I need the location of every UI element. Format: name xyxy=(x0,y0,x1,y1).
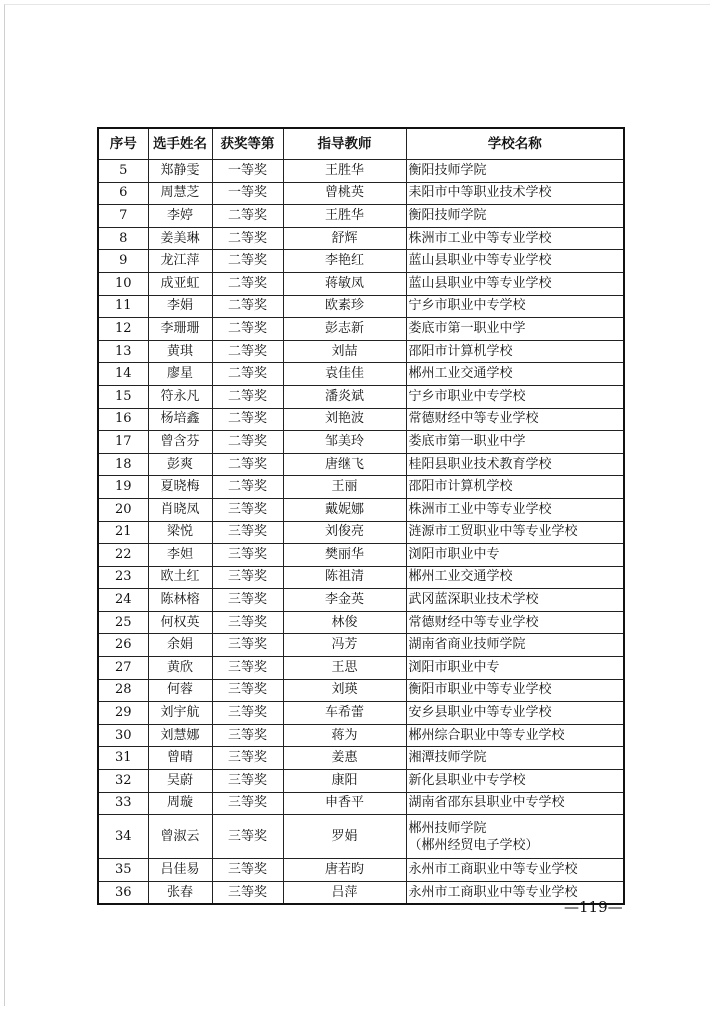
cell-index: 17 xyxy=(98,431,148,454)
cell-award: 三等奖 xyxy=(212,521,283,544)
table-row xyxy=(98,295,624,318)
cell-teacher: 姜惠 xyxy=(283,747,406,770)
cell-name: 彭爽 xyxy=(148,453,212,476)
cell-name: 陈林榕 xyxy=(148,589,212,612)
cell-award: 二等奖 xyxy=(212,250,283,273)
header-award: 获奖等第 xyxy=(212,128,283,160)
cell-award: 三等奖 xyxy=(212,498,283,521)
cell-award: 三等奖 xyxy=(212,881,283,904)
table-row xyxy=(98,160,624,183)
cell-name: 李珊珊 xyxy=(148,318,212,341)
cell-index: 18 xyxy=(98,453,148,476)
cell-school: 桂阳县职业技术教育学校 xyxy=(406,453,624,476)
cell-name: 欧土红 xyxy=(148,566,212,589)
table-row xyxy=(98,770,624,793)
cell-award: 二等奖 xyxy=(212,476,283,499)
cell-name: 张春 xyxy=(148,881,212,904)
cell-teacher: 林俊 xyxy=(283,611,406,634)
cell-name: 何蓉 xyxy=(148,679,212,702)
cell-school: 湖南省商业技师学院 xyxy=(406,634,624,657)
cell-award: 三等奖 xyxy=(212,815,283,859)
cell-award: 二等奖 xyxy=(212,340,283,363)
cell-teacher: 王丽 xyxy=(283,476,406,499)
cell-index: 5 xyxy=(98,160,148,183)
header-index: 序号 xyxy=(98,128,148,160)
table-row xyxy=(98,859,624,882)
cell-award: 二等奖 xyxy=(212,295,283,318)
cell-school-line1: 郴州技师学院 xyxy=(408,820,487,836)
cell-school: 株洲市工业中等专业学校 xyxy=(406,227,624,250)
table-row xyxy=(98,702,624,725)
cell-award: 一等奖 xyxy=(212,160,283,183)
cell-teacher: 蒋为 xyxy=(283,724,406,747)
cell-teacher: 冯芳 xyxy=(283,634,406,657)
cell-teacher: 申香平 xyxy=(283,792,406,815)
table-row xyxy=(98,724,624,747)
cell-name: 周璇 xyxy=(148,792,212,815)
cell-school: 衡阳技师学院 xyxy=(406,205,624,228)
header-school: 学校名称 xyxy=(406,128,624,160)
cell-teacher: 王胜华 xyxy=(283,205,406,228)
cell-teacher: 陈祖清 xyxy=(283,566,406,589)
table-row xyxy=(98,747,624,770)
cell-index: 25 xyxy=(98,611,148,634)
cell-award: 三等奖 xyxy=(212,566,283,589)
table-row xyxy=(98,792,624,815)
table-row xyxy=(98,566,624,589)
page-number: —119— xyxy=(564,898,623,916)
cell-index: 13 xyxy=(98,340,148,363)
table-row xyxy=(98,250,624,273)
cell-index: 26 xyxy=(98,634,148,657)
table-row xyxy=(98,385,624,408)
cell-index: 35 xyxy=(98,859,148,882)
cell-teacher: 李艳红 xyxy=(283,250,406,273)
cell-award: 三等奖 xyxy=(212,770,283,793)
cell-teacher: 车希蕾 xyxy=(283,702,406,725)
cell-teacher: 彭志新 xyxy=(283,318,406,341)
cell-award: 三等奖 xyxy=(212,747,283,770)
cell-school: 湘潭技师学院 xyxy=(406,747,624,770)
cell-school: 郴州工业交通学校 xyxy=(406,363,624,386)
cell-school: 蓝山县职业中等专业学校 xyxy=(406,272,624,295)
header-teacher: 指导教师 xyxy=(283,128,406,160)
cell-award: 三等奖 xyxy=(212,702,283,725)
cell-index: 34 xyxy=(98,815,148,859)
cell-teacher: 李金英 xyxy=(283,589,406,612)
cell-school: 耒阳市中等职业技术学校 xyxy=(406,182,624,205)
cell-school: 新化县职业中专学校 xyxy=(406,770,624,793)
cell-award: 三等奖 xyxy=(212,679,283,702)
cell-index: 31 xyxy=(98,747,148,770)
cell-index: 29 xyxy=(98,702,148,725)
cell-teacher: 刘艳波 xyxy=(283,408,406,431)
table-row xyxy=(98,272,624,295)
cell-school xyxy=(406,815,624,859)
cell-teacher: 王胜华 xyxy=(283,160,406,183)
cell-teacher: 康阳 xyxy=(283,770,406,793)
cell-award: 二等奖 xyxy=(212,363,283,386)
cell-award: 二等奖 xyxy=(212,272,283,295)
cell-name: 李娟 xyxy=(148,295,212,318)
cell-teacher: 樊丽华 xyxy=(283,544,406,567)
header-name: 选手姓名 xyxy=(148,128,212,160)
cell-school: 郴州工业交通学校 xyxy=(406,566,624,589)
cell-index: 33 xyxy=(98,792,148,815)
cell-award: 二等奖 xyxy=(212,431,283,454)
table-body xyxy=(98,160,624,905)
cell-teacher: 戴妮娜 xyxy=(283,498,406,521)
table-row xyxy=(98,634,624,657)
cell-index: 23 xyxy=(98,566,148,589)
cell-teacher: 欧素珍 xyxy=(283,295,406,318)
cell-award: 三等奖 xyxy=(212,657,283,680)
cell-index: 7 xyxy=(98,205,148,228)
cell-name: 肖晓凤 xyxy=(148,498,212,521)
cell-school: 宁乡市职业中专学校 xyxy=(406,295,624,318)
cell-school: 常德财经中等专业学校 xyxy=(406,611,624,634)
cell-teacher: 罗娟 xyxy=(283,815,406,859)
cell-school: 衡阳市职业中等专业学校 xyxy=(406,679,624,702)
cell-index: 6 xyxy=(98,182,148,205)
table-row xyxy=(98,340,624,363)
table-row xyxy=(98,679,624,702)
cell-name: 曾晴 xyxy=(148,747,212,770)
cell-teacher: 舒辉 xyxy=(283,227,406,250)
cell-index: 14 xyxy=(98,363,148,386)
cell-name: 黄琪 xyxy=(148,340,212,363)
cell-name: 周慧芝 xyxy=(148,182,212,205)
cell-award: 二等奖 xyxy=(212,227,283,250)
cell-award: 三等奖 xyxy=(212,589,283,612)
table-row xyxy=(98,205,624,228)
cell-school: 娄底市第一职业中学 xyxy=(406,431,624,454)
table-row xyxy=(98,589,624,612)
cell-teacher: 邹美玲 xyxy=(283,431,406,454)
cell-name: 廖星 xyxy=(148,363,212,386)
cell-name: 姜美琳 xyxy=(148,227,212,250)
cell-name: 成亚虹 xyxy=(148,272,212,295)
cell-index: 32 xyxy=(98,770,148,793)
table-row xyxy=(98,521,624,544)
cell-award: 二等奖 xyxy=(212,318,283,341)
table-row xyxy=(98,544,624,567)
cell-award: 三等奖 xyxy=(212,634,283,657)
cell-index: 19 xyxy=(98,476,148,499)
cell-name: 郑静雯 xyxy=(148,160,212,183)
table-header-row xyxy=(98,128,624,160)
cell-school: 邵阳市计算机学校 xyxy=(406,476,624,499)
cell-teacher: 曾桃英 xyxy=(283,182,406,205)
cell-award: 三等奖 xyxy=(212,724,283,747)
cell-award: 二等奖 xyxy=(212,453,283,476)
table-row xyxy=(98,881,624,904)
cell-school: 浏阳市职业中专 xyxy=(406,657,624,680)
award-table xyxy=(97,127,625,905)
cell-teacher: 袁佳佳 xyxy=(283,363,406,386)
table-row xyxy=(98,182,624,205)
cell-award: 三等奖 xyxy=(212,792,283,815)
cell-school: 湖南省邵东县职业中专学校 xyxy=(406,792,624,815)
table-row xyxy=(98,611,624,634)
cell-index: 12 xyxy=(98,318,148,341)
cell-teacher: 刘俊亮 xyxy=(283,521,406,544)
cell-award: 二等奖 xyxy=(212,385,283,408)
cell-name: 黄欣 xyxy=(148,657,212,680)
cell-name: 李婷 xyxy=(148,205,212,228)
cell-school: 安乡县职业中等专业学校 xyxy=(406,702,624,725)
cell-school: 宁乡市职业中专学校 xyxy=(406,385,624,408)
cell-name: 符永凡 xyxy=(148,385,212,408)
cell-award: 三等奖 xyxy=(212,544,283,567)
cell-teacher: 刘喆 xyxy=(283,340,406,363)
cell-index: 20 xyxy=(98,498,148,521)
cell-name: 杨培鑫 xyxy=(148,408,212,431)
table-row xyxy=(98,476,624,499)
table-row xyxy=(98,227,624,250)
cell-index: 21 xyxy=(98,521,148,544)
cell-index: 36 xyxy=(98,881,148,904)
cell-school: 涟源市工贸职业中等专业学校 xyxy=(406,521,624,544)
cell-teacher: 王思 xyxy=(283,657,406,680)
cell-teacher: 蒋敏凤 xyxy=(283,272,406,295)
cell-name: 李妲 xyxy=(148,544,212,567)
cell-index: 9 xyxy=(98,250,148,273)
cell-name: 何权英 xyxy=(148,611,212,634)
cell-award: 三等奖 xyxy=(212,859,283,882)
cell-name: 曾含芬 xyxy=(148,431,212,454)
table-row xyxy=(98,431,624,454)
cell-award: 一等奖 xyxy=(212,182,283,205)
cell-school: 武冈蓝深职业技术学校 xyxy=(406,589,624,612)
cell-index: 24 xyxy=(98,589,148,612)
cell-school: 邵阳市计算机学校 xyxy=(406,340,624,363)
cell-award: 二等奖 xyxy=(212,205,283,228)
cell-school: 衡阳技师学院 xyxy=(406,160,624,183)
cell-school: 株洲市工业中等专业学校 xyxy=(406,498,624,521)
cell-index: 28 xyxy=(98,679,148,702)
cell-name: 吴蔚 xyxy=(148,770,212,793)
cell-name: 龙江萍 xyxy=(148,250,212,273)
cell-school: 永州市工商职业中等专业学校 xyxy=(406,859,624,882)
table-row xyxy=(98,363,624,386)
cell-index: 22 xyxy=(98,544,148,567)
table-row xyxy=(98,657,624,680)
cell-school: 郴州综合职业中等专业学校 xyxy=(406,724,624,747)
cell-award: 二等奖 xyxy=(212,408,283,431)
cell-teacher: 刘瑛 xyxy=(283,679,406,702)
table-row xyxy=(98,408,624,431)
cell-name: 刘慧娜 xyxy=(148,724,212,747)
table-row xyxy=(98,453,624,476)
cell-name: 夏晓梅 xyxy=(148,476,212,499)
cell-name: 刘宇航 xyxy=(148,702,212,725)
cell-school: 蓝山县职业中等专业学校 xyxy=(406,250,624,273)
cell-school: 娄底市第一职业中学 xyxy=(406,318,624,341)
cell-index: 8 xyxy=(98,227,148,250)
cell-index: 27 xyxy=(98,657,148,680)
cell-teacher: 唐继飞 xyxy=(283,453,406,476)
cell-award: 三等奖 xyxy=(212,611,283,634)
cell-teacher: 吕萍 xyxy=(283,881,406,904)
cell-name: 梁悦 xyxy=(148,521,212,544)
cell-school: 浏阳市职业中专 xyxy=(406,544,624,567)
cell-index: 30 xyxy=(98,724,148,747)
cell-index: 10 xyxy=(98,272,148,295)
cell-school: 常德财经中等专业学校 xyxy=(406,408,624,431)
table-row xyxy=(98,498,624,521)
cell-name: 余娟 xyxy=(148,634,212,657)
cell-teacher: 潘炎斌 xyxy=(283,385,406,408)
table-row xyxy=(98,815,624,859)
table-row xyxy=(98,318,624,341)
cell-school: 永州市工商职业中等专业学校 xyxy=(406,881,624,904)
cell-index: 15 xyxy=(98,385,148,408)
cell-school-line2: （郴州经贸电子学校） xyxy=(408,837,539,853)
cell-index: 16 xyxy=(98,408,148,431)
cell-teacher: 唐若昀 xyxy=(283,859,406,882)
cell-name: 曾淑云 xyxy=(148,815,212,859)
cell-name: 吕佳易 xyxy=(148,859,212,882)
cell-index: 11 xyxy=(98,295,148,318)
